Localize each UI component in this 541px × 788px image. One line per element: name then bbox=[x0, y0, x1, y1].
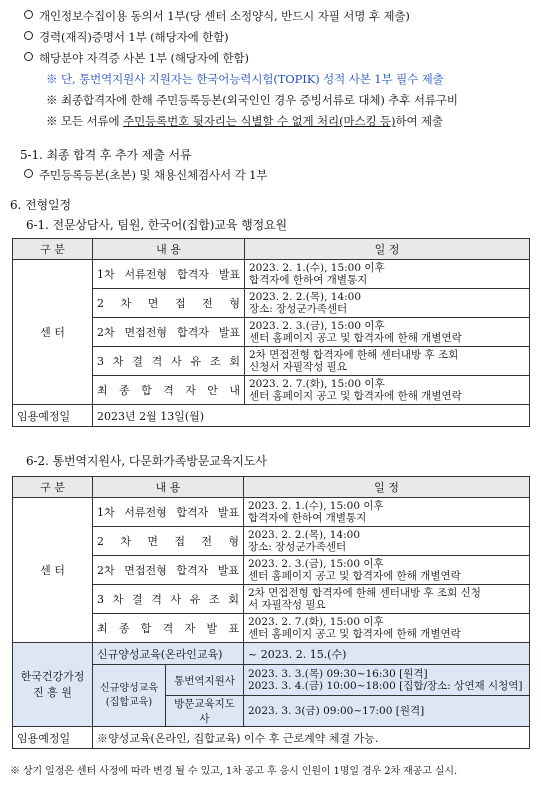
center-label: 센 터 bbox=[13, 498, 93, 643]
schedule-cell: 2차 면접전형 합격자에 한해 센터내방 후 조회 신청 서 자필작성 필요 bbox=[244, 585, 530, 614]
group-training-label: 신규양성교육 (집합교육) bbox=[93, 665, 166, 727]
final-note: ※ 상기 일정은 센터 사정에 따라 변경 될 수 있고, 1차 공고 후 응시 인원이 1명일 경우 2차 재공고 실시. bbox=[10, 766, 458, 777]
bullet-license bbox=[24, 50, 249, 66]
circle-bullet-icon bbox=[24, 169, 33, 178]
header-schedule: 일 정 bbox=[245, 239, 530, 260]
schedule-cell: 2023. 2. 1.(수), 15:00 이후 합격자에 한하여 개별통지 bbox=[244, 498, 530, 527]
content-cell: 3 차 결 격 사 유 조 회 bbox=[93, 347, 245, 376]
content-cell: 최 종 합 격 자 발 표 bbox=[93, 614, 244, 643]
center-label: 센 터 bbox=[13, 260, 93, 405]
content-cell: 3 차 결 격 사 유 조 회 bbox=[93, 585, 244, 614]
appointment-note: ※양성교육(온라인, 집합교육) 이수 후 근로계약 체결 가능. bbox=[93, 727, 530, 749]
content-cell: 최 종 합 격 자 안 내 bbox=[93, 376, 245, 405]
appointment-date: 2023년 2월 13일(월) bbox=[93, 405, 530, 427]
bullet-consent bbox=[24, 8, 410, 24]
schedule-cell: 2023. 2. 7.(화), 15:00 이후 센터 홈페이지 공고 및 합격자에 한해 개별연락 bbox=[245, 376, 530, 405]
content-cell: 1차 서류전형 합격자 발표 bbox=[93, 260, 245, 289]
section-5-1-title: 5-1. 최종 합격 후 추가 제출 서류 bbox=[20, 148, 192, 162]
note-masking-pre: ※ 모든 서류에 bbox=[46, 114, 124, 128]
content-cell: 2차 면접전형 합격자 발표 bbox=[93, 556, 244, 585]
visiting-instructor-label: 방문교육지도사 bbox=[166, 696, 244, 727]
circle-bullet-icon bbox=[24, 31, 33, 40]
schedule-cell: 2023. 2. 1.(수), 15:00 이후 합격자에 한하여 개별통지 bbox=[245, 260, 530, 289]
header-category: 구 분 bbox=[13, 477, 93, 498]
header-schedule: 일 정 bbox=[244, 477, 530, 498]
note-topik: ※ 단, 통번역지원사 지원자는 한국어능력시험(TOPIK) 성적 사본 1부 필수 제출 bbox=[46, 72, 444, 86]
interpreter-schedule: 2023. 3. 3.(목) 09:30~16:30 [원격] 2023. 3. 4.(금) 10:00~18:00 [집합/장소: 상연재 시청역] bbox=[244, 665, 530, 696]
header-content: 내 용 bbox=[93, 239, 245, 260]
content-cell: 2 차 면 접 전 형 bbox=[93, 527, 244, 556]
note-masking-post: 하여 제출 bbox=[395, 114, 444, 128]
note-masking-underlined: 주민등록번호 뒷자리는 식별할 수 없게 처리(마스킹 등) bbox=[123, 114, 396, 128]
appointment-label: 임용예정일 bbox=[13, 405, 93, 427]
section-6-2-title: 6-2. 통번역지원사, 다문화가족방문교육지도사 bbox=[26, 454, 267, 468]
schedule-table-2 bbox=[12, 476, 530, 749]
header-content: 내 용 bbox=[93, 477, 244, 498]
schedule-table-1 bbox=[12, 238, 530, 427]
institute-label: 한국건강가정 진 흥 원 bbox=[13, 643, 93, 727]
schedule-cell: 2차 면접전형 합격자에 한해 센터내방 후 조회 신청서 자필작성 필요 bbox=[245, 347, 530, 376]
note-masking bbox=[46, 113, 443, 129]
schedule-cell: 2023. 2. 7.(화), 15:00 이후 센터 홈페이지 공고 및 합격자에 한해 개별연락 bbox=[244, 614, 530, 643]
schedule-cell: 2023. 2. 3.(금), 15:00 이후 센터 홈페이지 공고 및 합격자에 한해 개별연락 bbox=[245, 318, 530, 347]
content-cell: 2 차 면 접 전 형 bbox=[93, 289, 245, 318]
bullet-career bbox=[24, 29, 229, 45]
section-6-1-title: 6-1. 전문상담사, 팀원, 한국어(집합)교육 행정요원 bbox=[26, 218, 288, 232]
bullet-text: 경력(재직)증명서 1부 (해당자에 한함) bbox=[39, 30, 229, 44]
circle-bullet-icon bbox=[24, 10, 33, 19]
section-6-title: 6. 전형일정 bbox=[10, 198, 71, 212]
schedule-cell: 2023. 2. 2.(목), 14:00 장소: 장성군가족센터 bbox=[245, 289, 530, 318]
circle-bullet-icon bbox=[24, 52, 33, 61]
interpreter-label: 통번역지원사 bbox=[166, 665, 244, 696]
note-resident-registration: ※ 최종합격자에 한해 주민등록등본(외국인인 경우 증빙서류로 대체) 추후 서류구비 bbox=[46, 93, 458, 107]
bullet-text: 해당분야 자격증 사본 1부 (해당자에 한함) bbox=[39, 51, 249, 65]
visiting-instructor-schedule: 2023. 3. 3(금) 09:00~17:00 [원격] bbox=[244, 696, 530, 727]
schedule-cell: 2023. 2. 3.(금), 15:00 이후 센터 홈페이지 공고 및 합격자에 한해 개별연락 bbox=[244, 556, 530, 585]
schedule-cell: 2023. 2. 2.(목), 14:00 장소: 장성군가족센터 bbox=[244, 527, 530, 556]
section-5-1-item-text: 주민등록등본(초본) 및 채용신체검사서 각 1부 bbox=[39, 168, 268, 182]
online-training-schedule: ~ 2023. 2. 15.(수) bbox=[244, 643, 530, 665]
online-training-label: 신규양성교육(온라인교육) bbox=[93, 643, 244, 665]
appointment-label: 임용예정일 bbox=[13, 727, 93, 749]
content-cell: 2차 면접전형 합격자 발표 bbox=[93, 318, 245, 347]
section-5-1-item bbox=[24, 167, 267, 183]
content-cell: 1차 서류전형 합격자 발표 bbox=[93, 498, 244, 527]
header-category: 구 분 bbox=[13, 239, 93, 260]
bullet-text: 개인정보수집이용 동의서 1부(당 센터 소정양식, 반드시 자필 서명 후 제출) bbox=[39, 9, 410, 23]
